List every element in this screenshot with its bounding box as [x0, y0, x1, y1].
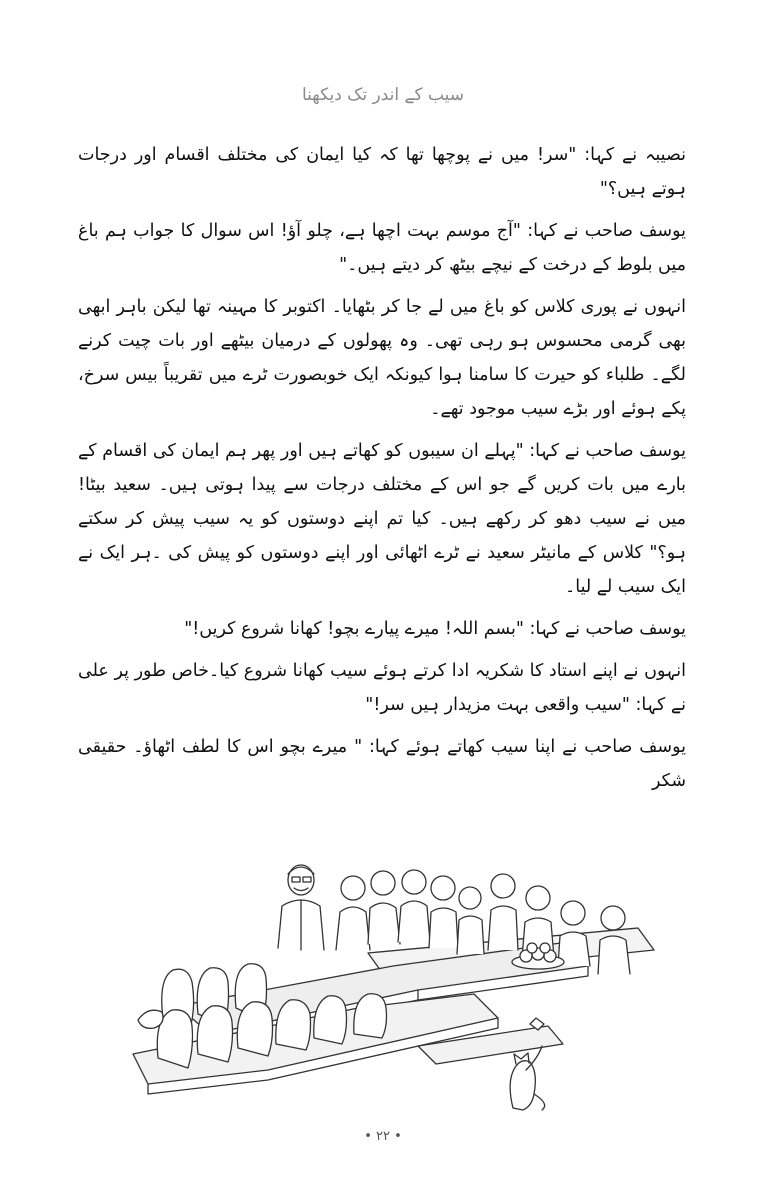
paragraph-4: یوسف صاحب نے کہا: "پہلے ان سیبوں کو کھاتے ہیں اور پھر ہم ایمان کی اقسام کے بارے میں بات کریں گے جو اس کے مختلف درجات سے پیدا ہوتی ہیں۔ سعید بیٹا! میں نے سیب دھو کر رکھے ہیں۔ کیا تم اپنے دوستوں کو یہ سیب پیش کر سکتے ہو؟" کلاس کے مانیٹر سعید نے ٹرے اٹھائی اور اپنے دوستوں کو پیش کی ۔ہر ایک نے ایک سیب لے لیا۔: [78, 441, 686, 597]
running-header: سیب کے اندر تک دیکھنا: [301, 85, 465, 105]
paragraph-3: انہوں نے پوری کلاس کو باغ میں لے جا کر بٹھایا۔ اکتوبر کا مہینہ تھا لیکن باہر ابھی بھی گرمی محسوس ہو رہی تھی۔ وہ پھولوں کے درمیان بیٹھے اور بات چیت کرنے لگے۔ طلباء کو حیرت کا سامنا ہوا کیونکہ ایک خوبصورت ٹرے میں تقریباً بیس سرخ، پکے ہوئے اور بڑے سیب موجود تھے۔: [78, 297, 686, 419]
page-number: • ۲۲ •: [364, 1129, 402, 1144]
paragraph-2: یوسف صاحب نے کہا: "آج موسم بہت اچھا ہے، چلو آؤ! اس سوال کا جواب ہم باغ میں بلوط کے درخت کے نیچے بیٹھ کر دیتے ہیں۔": [78, 221, 686, 275]
classroom-illustration: [118, 858, 658, 1112]
paragraph-1: نصیبہ نے کہا: "سر! میں نے پوچھا تھا کہ کیا ایمان کی مختلف اقسام اور درجات ہوتے ہیں؟": [78, 145, 686, 199]
bag: [138, 1010, 163, 1028]
paragraph-7: یوسف صاحب نے اپنا سیب کھاتے ہوئے کہا: " میرے بچو اس کا لطف اٹھاؤ۔ حقیقی شکر: [78, 737, 686, 791]
teacher-figure: [278, 865, 324, 950]
paragraph-5: یوسف صاحب نے کہا: "بسم اللہ! میرے پیارے بچو! کھانا شروع کریں!": [184, 619, 686, 639]
paragraph-6: انہوں نے اپنے استاد کا شکریہ ادا کرتے ہوئے سیب کھانا شروع کیا۔خاص طور پر علی نے کہا: "سیب واقعی بہت مزیدار ہیں سر!": [78, 661, 686, 715]
body-text: [78, 138, 686, 806]
